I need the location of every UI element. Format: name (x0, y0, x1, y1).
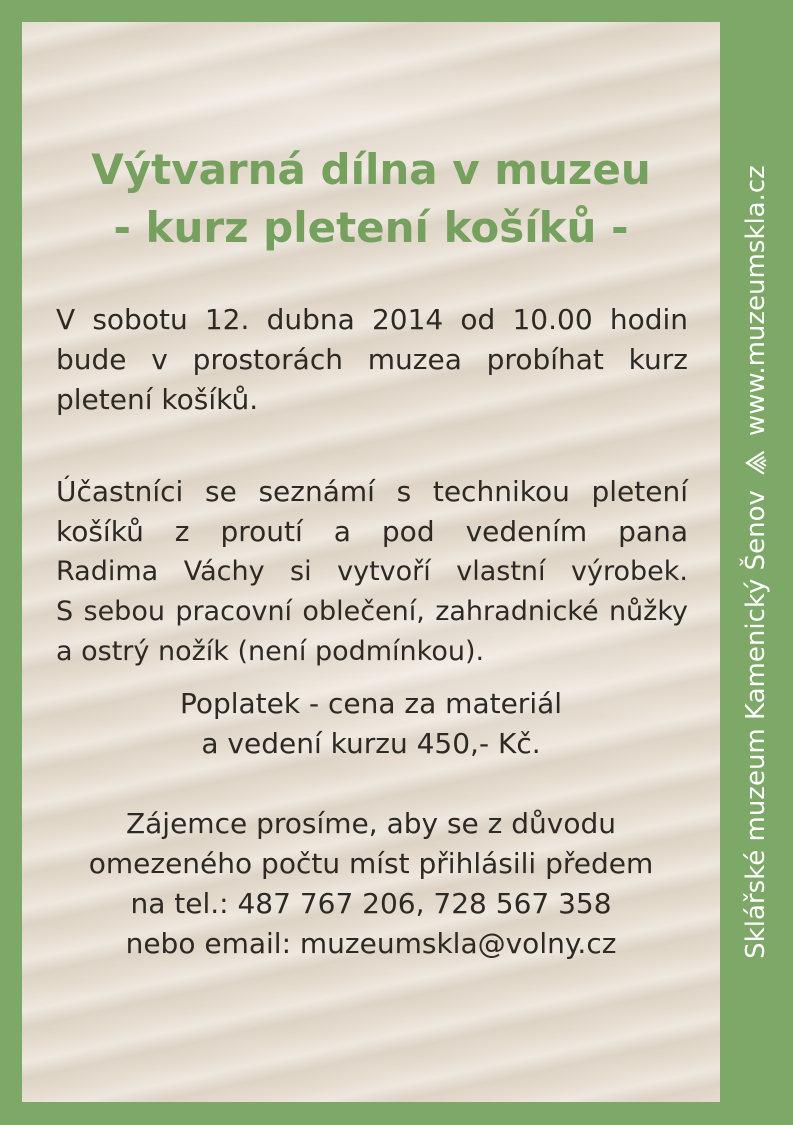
fee-line-1: Poplatek - cena za materiál (179, 687, 563, 720)
website-link[interactable]: www.muzeumskla.cz (741, 165, 771, 437)
fee-paragraph (22, 684, 720, 764)
contact-line-2: omezeného počtu míst přihlásili předem (88, 847, 654, 880)
sidebar-vertical-text (741, 165, 771, 959)
title-line-2: - kurz pletení košíků - (113, 203, 629, 252)
details-line-1: Účastníci se seznámí s technikou pletení (56, 475, 688, 508)
contact-paragraph (22, 804, 720, 964)
museum-name: Sklářské muzeum Kamenický Šenov (741, 490, 771, 959)
content-panel (22, 22, 720, 1102)
museum-logo-icon (744, 450, 768, 476)
details-paragraph (56, 472, 688, 672)
details-line-4: S sebou pracovní oblečení, zahradnické nůžky (56, 596, 688, 627)
intro-line-2: bude v prostorách muzea probíhat kurz (56, 343, 688, 376)
sidebar (720, 22, 793, 1102)
fee-line-2: a vedení kurzu 450,- Kč. (201, 727, 541, 760)
contact-email-line: nebo email: muzeumskla@volny.cz (125, 927, 617, 960)
contact-line-1: Zájemce prosíme, aby se z důvodu (125, 807, 617, 840)
contact-phone-line: na tel.: 487 767 206, 728 567 358 (130, 887, 612, 920)
intro-paragraph (56, 300, 688, 420)
title-line-1: Výtvarná dílna v muzeu (91, 145, 651, 194)
intro-line-3: pletení košíků. (56, 383, 259, 416)
details-line-3: Radima Váchy si vytvoří vlastní výrobek. (56, 556, 688, 587)
details-line-2: košíků z proutí a pod vedením pana (56, 515, 688, 548)
details-line-5: a ostrý nožík (není podmínkou). (56, 636, 485, 667)
intro-line-1: V sobotu 12. dubna 2014 od 10.00 hodin (56, 303, 688, 336)
